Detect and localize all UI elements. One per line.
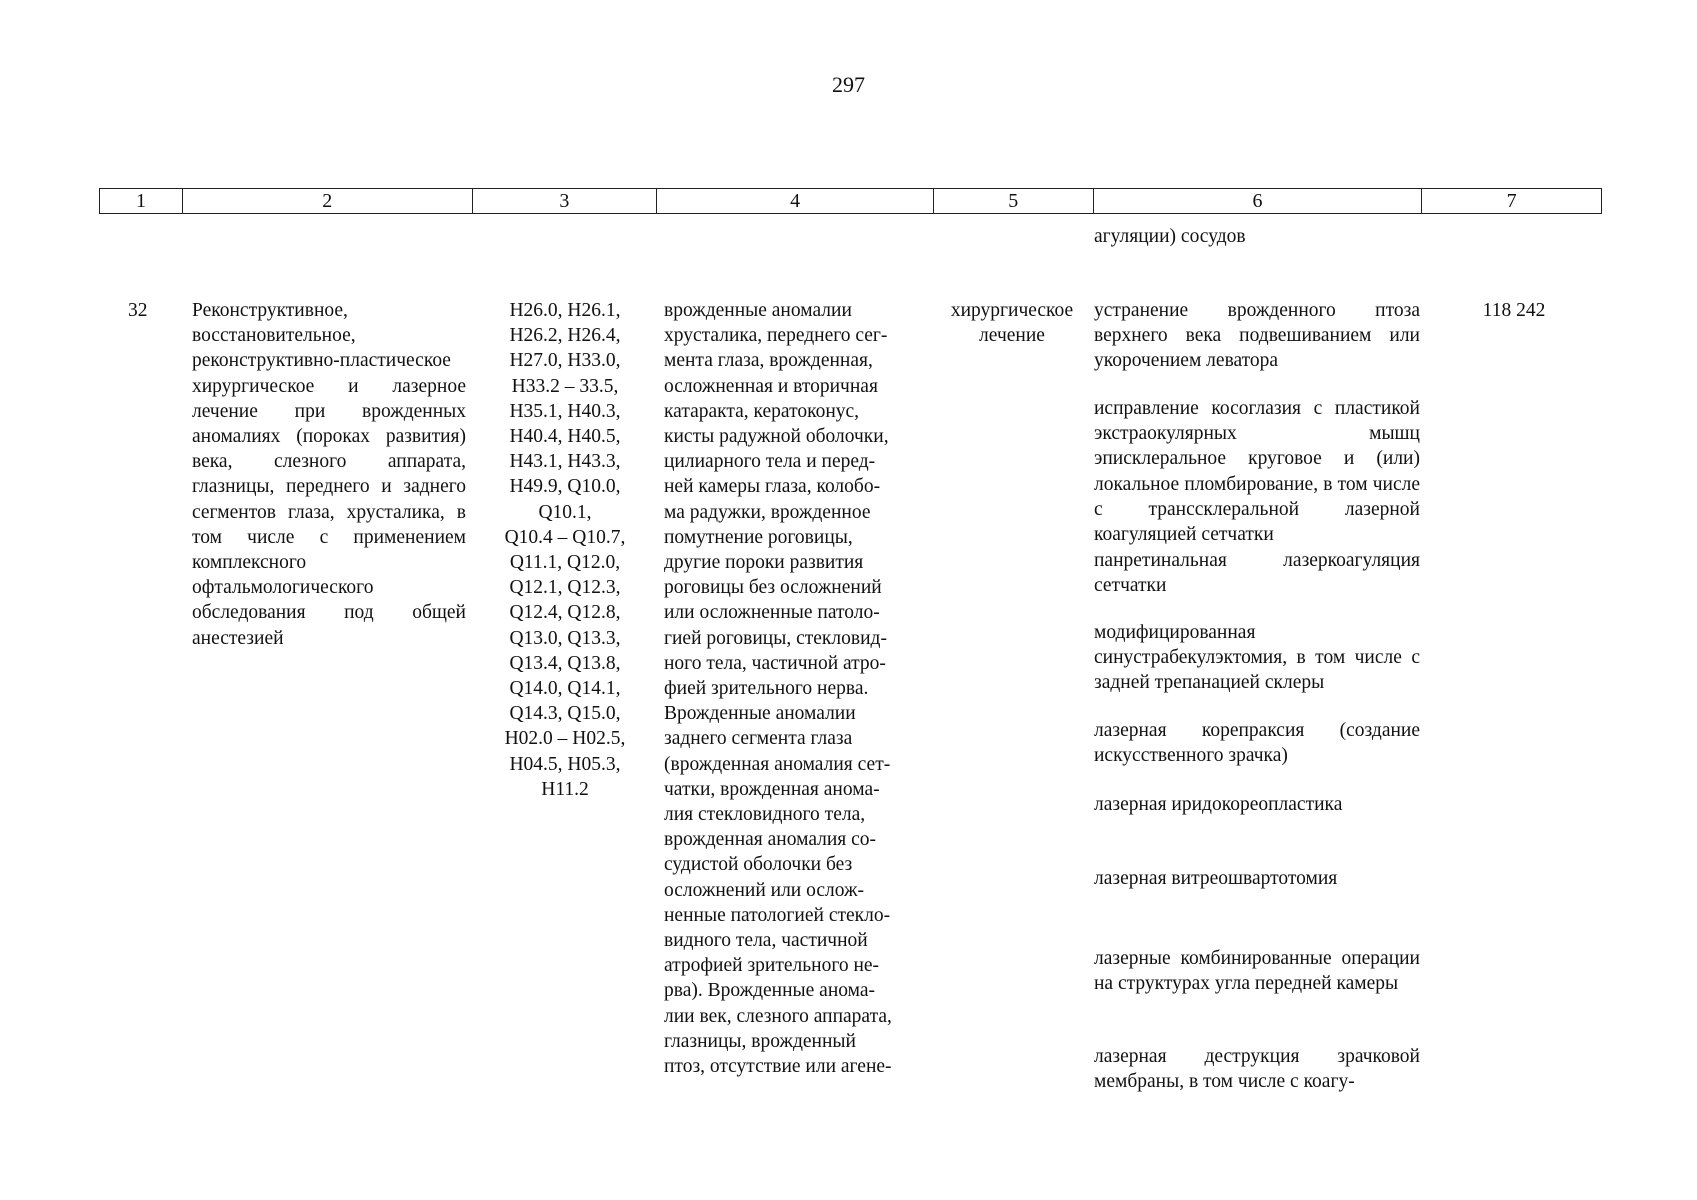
diagnosis-line: атрофией зрительного не- <box>664 955 880 977</box>
icd-code-line: H49.9, Q10.0, <box>509 476 621 498</box>
icd-code-line: Q11.1, Q12.0, <box>509 552 621 574</box>
diagnosis-line: глазницы, врожденный <box>664 1030 856 1052</box>
diagnosis-line: видного тела, частичной <box>664 930 868 952</box>
diagnosis-line: судистой оболочки без <box>664 854 853 876</box>
row-number: 32 <box>128 300 148 321</box>
method-item: устранение врожденного птоза верхнего века подвешиванием или укорочением леватора <box>1094 300 1420 372</box>
diagnosis-line: другие пороки развития <box>664 552 864 574</box>
icd-code-line: Q12.1, Q12.3, <box>509 577 621 599</box>
diagnosis <box>664 298 928 1079</box>
method-item: исправление косоглазия с пластикой экстраокулярных мышц эписклеральное круговое и (или) локальное пломбирование, в том числе с транссклеральной лазерной коагуляцией сетчатки <box>1094 398 1420 546</box>
diagnosis-line: хрусталика, переднего сег- <box>664 325 888 347</box>
diagnosis-line: Врожденные аномалии <box>664 703 856 725</box>
method-item: лазерная иридокореопластика <box>1094 794 1343 815</box>
column-header-5: 5 <box>934 189 1094 213</box>
diagnosis-line: осложненная и вторичная <box>664 375 878 397</box>
icd-codes <box>488 298 642 802</box>
column-header-4: 4 <box>657 189 934 213</box>
column-header-7: 7 <box>1506 190 1517 212</box>
icd-code-line: Q12.4, Q12.8, <box>509 602 621 624</box>
diagnosis-line: гией роговицы, стекловид- <box>664 627 887 649</box>
diagnosis-line: лии век, слезного аппарата, <box>664 1005 892 1027</box>
icd-code-line: H11.2 <box>541 778 589 800</box>
icd-code-line: H26.0, H26.1, <box>509 300 621 321</box>
treatment-type: хирургическое лечение <box>950 300 1074 347</box>
diagnosis-line: цилиарного тела и перед- <box>664 451 876 473</box>
diagnosis-line: чатки, врожденная анома- <box>664 778 880 800</box>
icd-code-line: H26.2, H26.4, <box>509 325 621 347</box>
diagnosis-line: ненные патологией стекло- <box>664 904 891 926</box>
diagnosis-line: катаракта, кератоконус, <box>664 400 860 422</box>
carry-over-text: агуляции) сосудов <box>1094 226 1246 247</box>
icd-code-line: H27.0, H33.0, <box>509 350 621 372</box>
icd-code-line: H40.4, H40.5, <box>509 426 621 448</box>
column-header-3: 3 <box>473 189 658 213</box>
column-header-row <box>99 188 1602 214</box>
method-item: лазерная корепраксия (создание искусственного зрачка) <box>1094 720 1420 767</box>
diagnosis-line: осложнений или ослож- <box>664 879 864 901</box>
diagnosis-line: фией зрительного нерва. <box>664 678 869 700</box>
method-item: лазерная витреошвартотомия <box>1094 868 1338 889</box>
diagnosis-line: (врожденная аномалия сет- <box>664 753 891 775</box>
icd-code-line: H04.5, H05.3, <box>509 753 621 775</box>
diagnosis-line: или осложненные патоло- <box>664 602 880 624</box>
price: 118 242 <box>1482 300 1546 321</box>
method-item: лазерная деструкция зрачковой мембраны, в том числе с коагу- <box>1094 1046 1420 1093</box>
icd-code-line: Q14.3, Q15.0, <box>509 703 621 725</box>
diagnosis-line: лия стекловидного тела, <box>664 804 866 826</box>
diagnosis-line: птоз, отсутствие или агене- <box>664 1056 892 1078</box>
icd-code-line: Q13.4, Q13.8, <box>509 652 621 674</box>
icd-code-line: H35.1, H40.3, <box>509 400 621 422</box>
diagnosis-line: кисты радужной оболочки, <box>664 426 889 448</box>
icd-code-line: Q13.0, Q13.3, <box>509 627 621 649</box>
page-number: 297 <box>832 72 865 97</box>
method-item: модифицированная синустрабекулэктомия, в том числе с задней трепанацией склеры <box>1094 622 1420 694</box>
icd-code-line: Q10.1, <box>538 501 592 523</box>
diagnosis-line: ма радужки, врожденное <box>664 501 871 523</box>
method-item: лазерные комбинированные операции на структурах угла передней камеры <box>1094 948 1420 995</box>
icd-code-line: Q10.4 – Q10.7, <box>504 526 626 548</box>
diagnosis-line: помутнение роговицы, <box>664 526 853 548</box>
diagnosis-line: ного тела, частичной атро- <box>664 652 886 674</box>
column-header-1: 1 <box>100 189 183 213</box>
method-item: панретинальная лазеркоагуляция сетчатки <box>1094 550 1420 597</box>
diagnosis-line: роговицы без осложнений <box>664 577 882 599</box>
column-header-6: 6 <box>1094 189 1423 213</box>
column-header-2: 2 <box>183 189 473 213</box>
icd-code-line: Q14.0, Q14.1, <box>509 678 621 700</box>
diagnosis-line: заднего сегмента глаза <box>664 728 853 750</box>
treatment-description: Реконструктивное, восстановительное, реконструктивно-пластическое хирургическое и лазерное лечение при врожденных аномалиях (пороках развития) века, слезного аппарата, глазницы, переднего и заднего сегментов глаза, хрусталика, в том числе с применением комплексного офтальмологического обследования под общей анестезией <box>192 300 466 649</box>
diagnosis-line: врожденная аномалия со- <box>664 829 877 851</box>
diagnosis-line: рва). Врожденные анома- <box>664 980 875 1002</box>
icd-code-line: H33.2 – 33.5, <box>511 375 619 397</box>
icd-code-line: H43.1, H43.3, <box>509 451 621 473</box>
icd-code-line: H02.0 – H02.5, <box>504 728 626 750</box>
diagnosis-line: мента глаза, врожденная, <box>664 350 873 372</box>
diagnosis-line: врожденные аномалии <box>664 300 852 321</box>
diagnosis-line: ней камеры глаза, колобо- <box>664 476 881 498</box>
